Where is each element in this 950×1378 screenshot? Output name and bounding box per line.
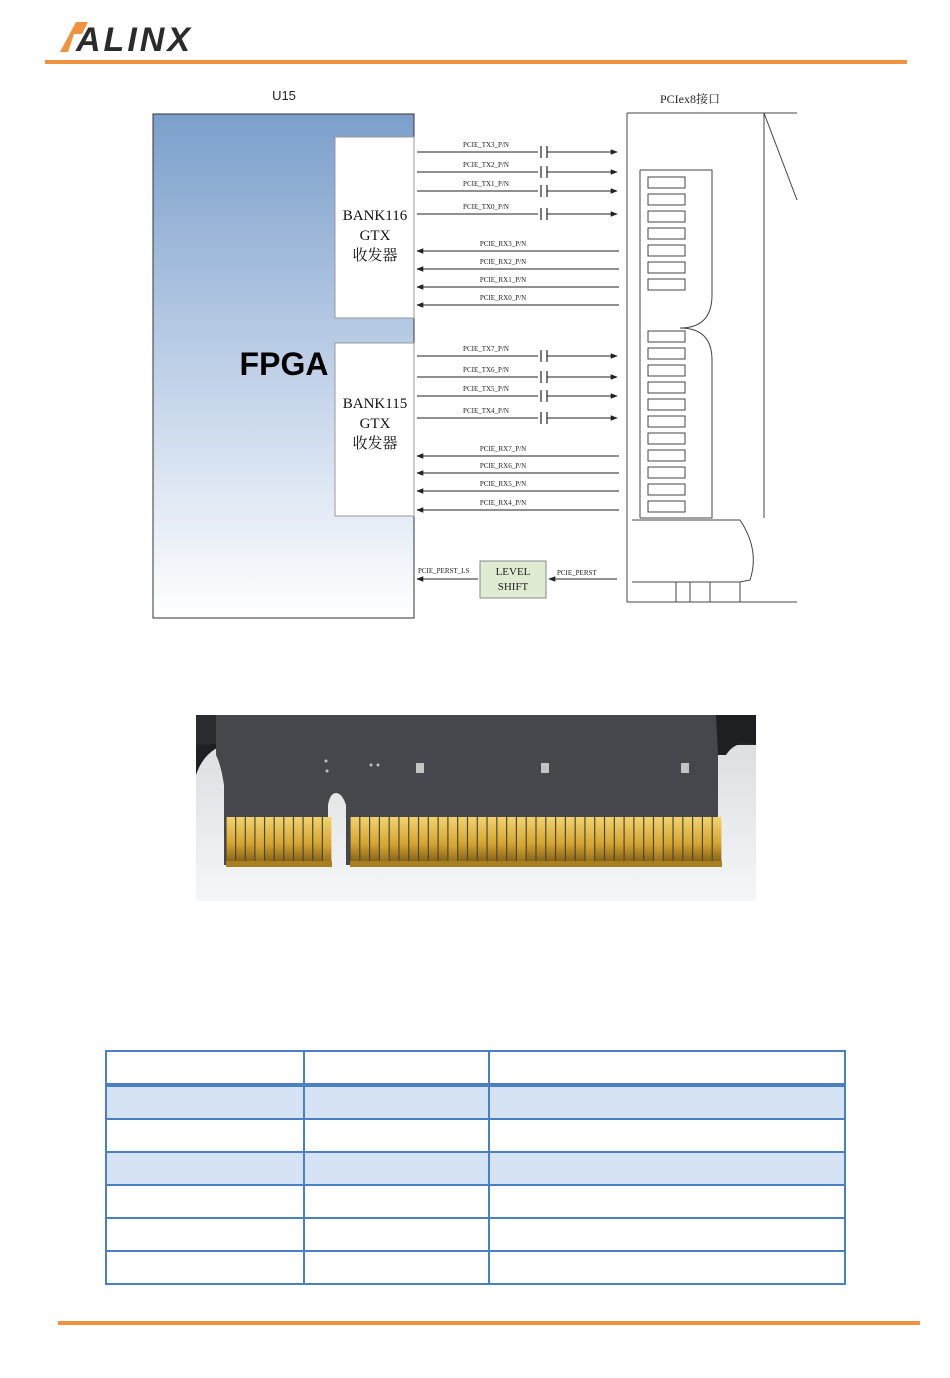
bank115-type: GTX — [359, 416, 391, 432]
tx-signal-label: PCIE_TX4_P/N — [463, 407, 509, 415]
gold-finger — [284, 817, 292, 861]
gold-finger — [703, 817, 712, 861]
table-cell — [304, 1185, 489, 1218]
gold-finger — [304, 817, 312, 861]
gold-finger — [488, 817, 497, 861]
tx-signal-label: PCIE_TX3_P/N — [463, 141, 509, 149]
gold-finger — [294, 817, 302, 861]
signal-lines — [417, 141, 619, 510]
gold-finger — [625, 817, 634, 861]
gold-finger — [713, 817, 722, 861]
gold-finger — [674, 817, 683, 861]
logo-text: ALINX — [76, 21, 193, 58]
connector-contact — [648, 484, 685, 495]
table-cell — [106, 1218, 304, 1251]
alinx-logo — [58, 18, 228, 58]
connector-contact — [648, 211, 685, 222]
connector-contact — [648, 194, 685, 205]
gold-finger — [546, 817, 555, 861]
gold-finger — [556, 817, 565, 861]
connector-label: PCIex8接口 — [659, 92, 721, 106]
gold-finger — [400, 817, 409, 861]
table-cell — [304, 1085, 489, 1119]
tx-signal-label: PCIE_TX7_P/N — [463, 345, 509, 353]
gold-finger — [576, 817, 585, 861]
gold-finger — [586, 817, 595, 865]
table-cell — [489, 1218, 845, 1251]
connector-contact — [648, 399, 685, 410]
gold-finger — [323, 817, 331, 865]
gold-finger — [360, 817, 369, 861]
gold-finger — [236, 817, 244, 861]
gold-finger — [478, 817, 487, 861]
rx-signal-label: PCIE_RX1_P/N — [479, 276, 527, 284]
perst-label: PCIE_PERST — [557, 569, 597, 577]
tx-signal-label: PCIE_TX1_P/N — [463, 180, 509, 188]
bank116-name: BANK116 — [342, 208, 408, 224]
gold-finger — [595, 817, 604, 861]
gold-finger — [275, 817, 283, 861]
gold-finger — [615, 817, 624, 861]
table-row — [106, 1218, 845, 1251]
table-cell — [106, 1251, 304, 1284]
table-cell — [106, 1085, 304, 1119]
perst-ls-label: PCIE_PERST_LS — [418, 567, 470, 575]
table-cell — [304, 1218, 489, 1251]
table-cell — [489, 1085, 845, 1119]
gold-finger — [227, 817, 235, 861]
gold-fingers — [226, 817, 722, 867]
bank116-desc: 收发器 — [352, 246, 398, 264]
chip-label: U15 — [272, 88, 296, 103]
pin-assignment-table — [105, 1050, 846, 1285]
tx-signal-label: PCIE_TX2_P/N — [463, 161, 509, 169]
gold-finger — [351, 817, 360, 861]
gold-finger — [683, 817, 692, 861]
gold-finger — [693, 817, 702, 861]
gold-finger — [507, 817, 516, 861]
gold-finger — [654, 817, 663, 865]
gold-finger — [429, 817, 438, 861]
gold-finger — [409, 817, 418, 861]
table-cell — [304, 1152, 489, 1185]
table-cell — [304, 1119, 489, 1152]
gold-finger — [458, 817, 467, 861]
connector-contact — [648, 245, 685, 256]
bank115-name: BANK115 — [342, 396, 408, 412]
gold-finger — [468, 817, 477, 861]
rx-signal-label: PCIE_RX3_P/N — [479, 240, 527, 248]
rx-signal-label: PCIE_RX4_P/N — [479, 499, 527, 507]
footer-rule — [58, 1321, 920, 1325]
connector-contact — [648, 450, 685, 461]
table-cell — [489, 1119, 845, 1152]
table-row — [106, 1119, 845, 1152]
tx-signal-label: PCIE_TX6_P/N — [463, 366, 509, 374]
gold-finger — [439, 817, 448, 861]
gold-finger — [246, 817, 254, 861]
connector-contact — [648, 365, 685, 376]
tx-signal-label: PCIE_TX0_P/N — [463, 203, 509, 211]
rx-signal-label: PCIE_RX7_P/N — [479, 445, 527, 453]
gold-finger — [517, 817, 526, 865]
connector-contact — [648, 262, 685, 273]
bank115-desc: 收发器 — [352, 434, 398, 452]
connector-contact — [648, 348, 685, 359]
gold-finger — [566, 817, 575, 861]
table-cell — [106, 1051, 304, 1085]
table-cell — [304, 1051, 489, 1085]
gold-finger — [634, 817, 643, 861]
gold-finger — [390, 817, 399, 861]
connector-contact — [648, 467, 685, 478]
pcie-connector-contacts — [648, 177, 685, 512]
table-row — [106, 1251, 845, 1284]
gold-finger — [448, 817, 457, 865]
connector-contact — [648, 382, 685, 393]
gold-finger — [313, 817, 321, 861]
connector-contact — [648, 177, 685, 188]
table-row — [106, 1085, 845, 1119]
rx-signal-label: PCIE_RX2_P/N — [479, 258, 527, 266]
gold-finger — [256, 817, 264, 865]
fpga-label: FPGA — [239, 346, 329, 382]
rx-signal-label: PCIE_RX6_P/N — [479, 462, 527, 470]
table-cell — [489, 1185, 845, 1218]
table-row — [106, 1152, 845, 1185]
connector-contact — [648, 416, 685, 427]
finger-base — [350, 861, 722, 867]
connector-contact — [648, 331, 685, 342]
gold-finger — [644, 817, 653, 861]
gold-finger — [419, 817, 428, 861]
connector-contact — [648, 433, 685, 444]
pcie-block-diagram — [0, 80, 950, 640]
pcie-gold-finger-photo — [196, 715, 756, 901]
connector-contact — [648, 501, 685, 512]
finger-base — [226, 861, 332, 867]
rx-signal-label: PCIE_RX5_P/N — [479, 480, 527, 488]
bank116-type: GTX — [359, 228, 391, 244]
level-shift-line1: LEVEL — [495, 566, 531, 578]
gold-finger — [380, 817, 389, 865]
gold-finger — [497, 817, 506, 861]
connector-contact — [648, 228, 685, 239]
table-cell — [489, 1051, 845, 1085]
gold-finger — [664, 817, 673, 861]
table-row — [106, 1051, 845, 1085]
tx-signal-label: PCIE_TX5_P/N — [463, 385, 509, 393]
connector-contact — [648, 279, 685, 290]
table-cell — [489, 1152, 845, 1185]
rx-signal-label: PCIE_RX0_P/N — [479, 294, 527, 302]
table-cell — [106, 1185, 304, 1218]
table-cell — [106, 1152, 304, 1185]
table-cell — [489, 1251, 845, 1284]
gold-finger — [605, 817, 614, 861]
gold-finger — [265, 817, 273, 861]
table-row — [106, 1185, 845, 1218]
table-cell — [304, 1251, 489, 1284]
gold-finger — [537, 817, 546, 861]
table-cell — [106, 1119, 304, 1152]
gold-finger — [370, 817, 379, 861]
level-shift-line2: SHIFT — [497, 581, 529, 593]
header-rule — [45, 60, 907, 64]
gold-finger — [527, 817, 536, 861]
